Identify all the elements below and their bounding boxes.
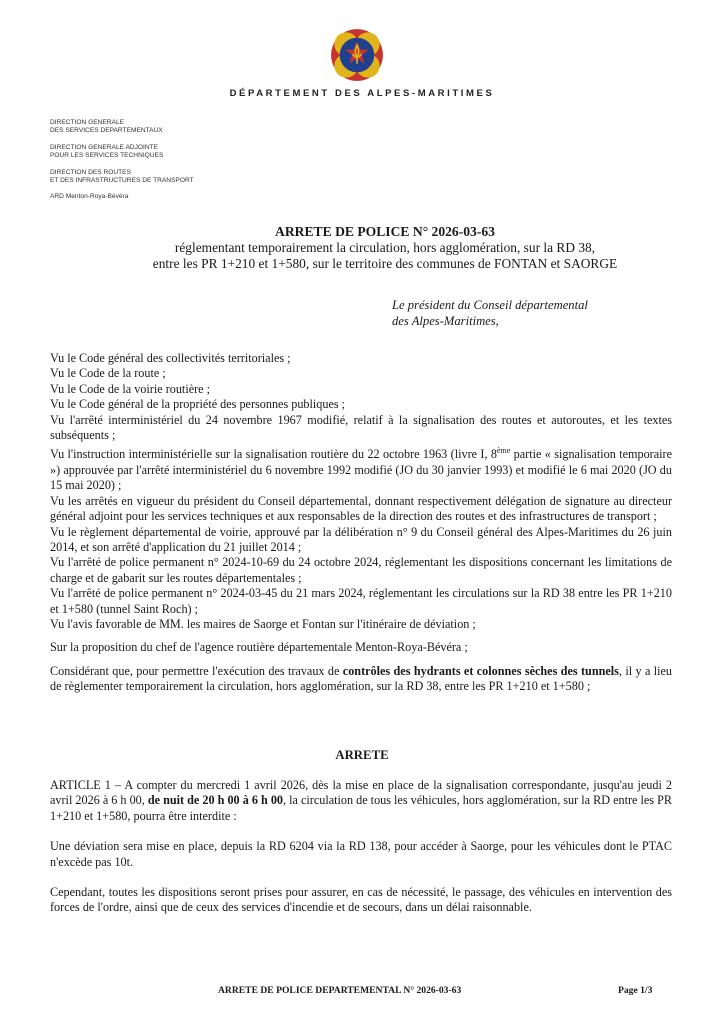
visa-item: Vu les arrêtés en vigueur du président du Conseil départemental, donnant respectivement délégation de signature au directeur général adjoint pour les services techniques et aux responsables de la direction des routes et des infrastructures de transport ;: [50, 493, 672, 524]
service-group: [50, 144, 270, 161]
visa-item: Vu l'arrêté de police permanent n° 2024-03-45 du 21 mars 2024, réglementant les circulations sur la RD 38 entre les PR 1+210 et 1+580 (tunnel Saint Roch) ;: [50, 586, 672, 616]
decree-subtitle: entre les PR 1+210 et 1+580, sur le territoire des communes de FONTAN et SAORGE: [152, 256, 618, 271]
visa-item: Vu l'arrêté interministériel du 24 novembre 1967 modifié, relatif à la signalisation des routes et autoroutes, et les textes subséquents ;: [50, 412, 672, 443]
article-text: , la circulation de tous les véhicules, hors agglomération, sur la RD entre les PR 1+210 et 1+580, pourra être interdite :: [50, 793, 672, 823]
visa-item: Vu l'arrêté de police permanent n° 2024-10-69 du 24 octobre 2024, réglementant les dispositions concernant les limitations de charge et de gabarit sur les routes départementales ;: [50, 555, 672, 585]
article-bold: de nuit de 20 h 00 à 6 h 00: [147, 793, 284, 808]
considerant-paragraph: [50, 664, 672, 695]
article-1: [50, 778, 672, 824]
visa-item: Vu le Code de la route ;: [50, 366, 166, 381]
services-block: [50, 119, 270, 202]
visa-superscript: ème: [496, 446, 511, 456]
service-group: [50, 119, 270, 136]
proposition-paragraph: Sur la proposition du chef de l'agence routière départementale Menton-Roya-Bévéra ;: [50, 640, 468, 655]
visa-item: Vu le Code de la voirie routière ;: [50, 381, 211, 396]
visa-item: Vu le Code général des collectivités territoriales ;: [50, 351, 291, 365]
visa-text: partie « signalisation temporaire ») approuvée par l'arrêté interministériel du 6 novembre 1992 modifié (JO du 30 janvier 1993) et modifié le 6 mai 2020 (JO du 15 mai 2020) ;: [50, 447, 672, 493]
considerant-bold: contrôles des hydrants et colonnes sèches des tunnels: [342, 663, 619, 678]
service-line: DIRECTION GENERALE ADJOINTE: [50, 143, 159, 151]
service-line: DES SERVICES DEPARTEMENTAUX: [50, 127, 163, 135]
cependant-paragraph: Cependant, toutes les dispositions seront prises pour assurer, en cas de nécessité, le passage, des véhicules en intervention des forces de l'ordre, ainsi que de ceux des services d'incendie et de secours, dans un délai raisonnable.: [50, 885, 672, 915]
president-line: des Alpes-Maritimes,: [392, 314, 499, 328]
visa-text: Vu l'instruction interministérielle sur la signalisation routière du 22 octobre 1963 (livre I, 8: [50, 447, 497, 462]
president-block: [392, 297, 692, 329]
title-block: [60, 224, 710, 272]
department-emblem: [330, 28, 384, 82]
page-number: Page 1/3: [618, 985, 653, 996]
decree-subtitle: réglementant temporairement la circulation, hors agglomération, sur la RD 38,: [174, 240, 596, 255]
service-line: ET DES INFRASTRUCTURES DE TRANSPORT: [50, 177, 194, 185]
visa-item: [50, 443, 672, 493]
service-line: POUR LES SERVICES TECHNIQUES: [50, 152, 164, 160]
articles-section: [50, 778, 672, 931]
considerant-text: Considérant que, pour permettre l'exécution des travaux de: [50, 663, 343, 678]
footer-title: ARRETE DE POLICE DEPARTEMENTAL N° 2026-03-63: [218, 985, 462, 996]
visa-item: Vu l'avis favorable de MM. les maires de Saorge et Fontan sur l'itinéraire de déviation ;: [50, 616, 476, 631]
considerant-text: , il y a lieu de règlementer temporairement la circulation, hors agglomération, sur la RD 38, entre les PR 1+210 et 1+580 ;: [50, 663, 672, 694]
agency-name: ARD Menton-Roya-Bévéra: [50, 193, 129, 201]
deviation-paragraph: Une déviation sera mise en place, depuis la RD 6204 via la RD 138, pour accéder à Saorge, pour les véhicules dont le PTAC n'excède pas 10t.: [50, 839, 672, 869]
service-line: DIRECTION DES ROUTES: [50, 168, 131, 176]
service-group: [50, 169, 270, 186]
decree-title: ARRETE DE POLICE N° 2026-03-63: [275, 224, 495, 239]
department-name: DÉPARTEMENT DES ALPES-MARITIMES: [229, 88, 495, 99]
service-line: DIRECTION GENERALE: [50, 119, 125, 126]
arrete-heading: ARRETE: [335, 748, 389, 762]
visa-item: Vu le Code général de la propriété des personnes publiques ;: [50, 397, 346, 412]
article-text: ARTICLE 1 – A compter du mercredi 1 avril 2026, dès la mise en place de la signalisation correspondante, jusqu'au jeudi 2 avril 2026 à 6 h 00,: [50, 778, 672, 808]
president-line: Le président du Conseil départemental: [392, 298, 588, 312]
visa-item: Vu le règlement départemental de voirie, approuvé par la délibération n° 9 du Conseil général des Alpes-Maritimes du 26 juin 2014, et son arrêté d'application du 21 juillet 2014 ;: [50, 524, 672, 554]
visas-section: [50, 351, 672, 695]
